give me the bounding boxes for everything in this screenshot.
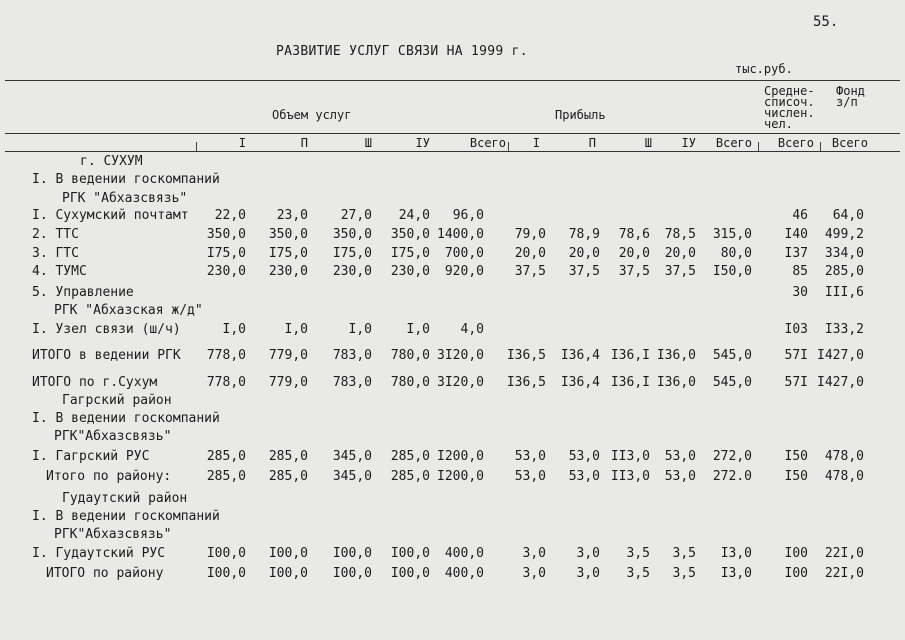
table-cell: 85 (792, 264, 808, 279)
table-row (0, 469, 905, 487)
table-cell: I37 (784, 246, 808, 261)
table-cell: 20,0 (664, 246, 696, 261)
table-cell: II3,0 (610, 449, 650, 464)
table-cell: 3,5 (672, 566, 696, 581)
table-cell: 400,0 (444, 566, 484, 581)
table-cell: 78,9 (568, 227, 600, 242)
top-rule (5, 80, 900, 81)
table-cell: 3,0 (522, 566, 546, 581)
subheader-cell: Ш (644, 136, 652, 150)
table-row (0, 191, 905, 209)
table-cell: 64,0 (832, 208, 864, 223)
table-row (0, 154, 905, 172)
table-cell: 53,0 (514, 449, 546, 464)
table-row (0, 227, 905, 245)
table-cell: II3,0 (610, 469, 650, 484)
table-cell: 285,0 (390, 469, 430, 484)
header-rule (5, 133, 900, 134)
table-cell: 3,0 (576, 566, 600, 581)
table-row (0, 546, 905, 564)
fund-header-line: з/п (836, 95, 858, 109)
table-cell: 230,0 (206, 264, 246, 279)
table-row (0, 264, 905, 282)
subheader-cell: I (532, 136, 540, 150)
table-cell: 780,0 (390, 375, 430, 390)
table-cell: 23,0 (276, 208, 308, 223)
table-cell: 20,0 (618, 246, 650, 261)
table-cell: 315,0 (712, 227, 752, 242)
table-cell: 783,0 (332, 348, 372, 363)
table-cell: I75,0 (332, 246, 372, 261)
table-cell: 53,0 (514, 469, 546, 484)
table-cell: 478,0 (824, 469, 864, 484)
table-cell: 920,0 (444, 264, 484, 279)
row-label: ИТОГО по г.Сухум (32, 375, 158, 390)
table-cell: 46 (792, 208, 808, 223)
table-cell: 285,0 (824, 264, 864, 279)
table-cell: 27,0 (340, 208, 372, 223)
table-cell: I00,0 (390, 566, 430, 581)
column-divider (508, 142, 509, 151)
table-row (0, 348, 905, 366)
table-row (0, 322, 905, 340)
table-cell: 285,0 (206, 469, 246, 484)
table-cell: 779,0 (268, 375, 308, 390)
table-cell: I36,4 (560, 348, 600, 363)
table-cell: 30 (792, 285, 808, 300)
staff-header-line: числен. (764, 106, 815, 120)
table-cell: I33,2 (824, 322, 864, 337)
table-cell: 20,0 (514, 246, 546, 261)
table-cell: I00,0 (268, 546, 308, 561)
table-cell: 53,0 (664, 469, 696, 484)
table-cell: I00,0 (206, 546, 246, 561)
column-divider (820, 142, 821, 151)
table-cell: 57I (784, 375, 808, 390)
subheader-cell: Всего (831, 136, 868, 150)
subheader-cell: П (588, 136, 596, 150)
table-cell: 78,6 (618, 227, 650, 242)
table-cell: 37,5 (664, 264, 696, 279)
table-cell: 3I20,0 (437, 348, 484, 363)
column-divider (196, 142, 197, 151)
table-cell: 96,0 (452, 208, 484, 223)
table-cell: 78,5 (664, 227, 696, 242)
row-label: I. Гагрский РУС (32, 449, 150, 464)
row-label: 4. ТУМС (32, 264, 87, 279)
table-cell: I50 (784, 469, 808, 484)
table-cell: 778,0 (206, 348, 246, 363)
table-cell: I50 (784, 449, 808, 464)
table-cell: 3,5 (626, 566, 650, 581)
row-label: I. Гудаутский РУС (32, 546, 166, 561)
row-label: Итого по району: (46, 469, 172, 484)
page-title: РАЗВИТИЕ УСЛУГ СВЯЗИ НА 1999 г. (276, 44, 528, 59)
row-label: РГК"Абхазсвязь" (54, 429, 172, 444)
subheader-cell: Всего (715, 136, 752, 150)
table-cell: I36,0 (656, 375, 696, 390)
table-cell: 400,0 (444, 546, 484, 561)
row-label: РГК "Абхазсвязь" (62, 191, 188, 206)
table-cell: 780,0 (390, 348, 430, 363)
table-cell: 3,0 (576, 546, 600, 561)
table-cell: I36,5 (506, 348, 546, 363)
subheader-cell: IУ (415, 136, 430, 150)
table-cell: I36,I (610, 375, 650, 390)
row-label: I. В ведении госкомпаний (32, 411, 220, 426)
staff-header-line: Средне- (764, 84, 815, 98)
table-row (0, 491, 905, 509)
table-cell: 57I (784, 348, 808, 363)
table-row (0, 449, 905, 467)
table-cell: I00,0 (332, 566, 372, 581)
page-number: 55. (813, 14, 839, 30)
table-cell: I00,0 (390, 546, 430, 561)
table-cell: I00 (784, 546, 808, 561)
subheader-cell: I (238, 136, 246, 150)
table-cell: 778,0 (206, 375, 246, 390)
table-cell: I36,5 (506, 375, 546, 390)
table-cell: I00 (784, 566, 808, 581)
table-cell: I36,I (610, 348, 650, 363)
column-divider (758, 142, 759, 151)
table-cell: 20,0 (568, 246, 600, 261)
row-label: ИТОГО в ведении РГК (32, 348, 181, 363)
table-cell: 779,0 (268, 348, 308, 363)
table-cell: 4,0 (460, 322, 484, 337)
table-cell: 53,0 (568, 469, 600, 484)
row-label: 2. ТТС (32, 227, 79, 242)
table-cell: 230,0 (332, 264, 372, 279)
table-cell: 350,0 (390, 227, 430, 242)
table-cell: I3,0 (720, 546, 752, 561)
row-label: I. Узел связи (ш/ч) (32, 322, 181, 337)
table-row (0, 393, 905, 411)
table-cell: I200,0 (437, 449, 484, 464)
table-cell: 22I,0 (824, 566, 864, 581)
table-cell: III,6 (824, 285, 864, 300)
table-cell: I,0 (222, 322, 246, 337)
table-cell: 3,5 (626, 546, 650, 561)
row-label: г. СУХУМ (80, 154, 143, 169)
volume-header: Объем услуг (272, 108, 352, 122)
subheader-cell: П (300, 136, 308, 150)
subheader-cell: Всего (469, 136, 506, 150)
units-label: тыс.руб. (735, 62, 793, 76)
table-cell: 79,0 (514, 227, 546, 242)
table-cell: 350,0 (206, 227, 246, 242)
table-cell: 22I,0 (824, 546, 864, 561)
table-cell: 3,5 (672, 546, 696, 561)
table-cell: 285,0 (390, 449, 430, 464)
table-cell: 350,0 (268, 227, 308, 242)
table-cell: 3I20,0 (437, 375, 484, 390)
table-row (0, 375, 905, 393)
row-label: РГК"Абхазсвязь" (54, 527, 172, 542)
table-cell: I427,0 (817, 348, 864, 363)
table-cell: I36,4 (560, 375, 600, 390)
table-cell: I00,0 (268, 566, 308, 581)
table-cell: 700,0 (444, 246, 484, 261)
table-cell: I427,0 (817, 375, 864, 390)
table-cell: 334,0 (824, 246, 864, 261)
table-cell: 1400,0 (437, 227, 484, 242)
table-cell: 53,0 (568, 449, 600, 464)
staff-header-line: чел. (764, 117, 793, 131)
row-label: I. В ведении госкомпаний (32, 509, 220, 524)
row-label: I. В ведении госкомпаний (32, 172, 220, 187)
fund-header-line: Фонд (836, 84, 865, 98)
table-cell: 230,0 (268, 264, 308, 279)
table-cell: I00,0 (206, 566, 246, 581)
subheader-rule (5, 151, 900, 152)
subheader-cell: Ш (364, 136, 372, 150)
table-cell: 545,0 (712, 348, 752, 363)
table-cell: 53,0 (664, 449, 696, 464)
row-label: 5. Управление (32, 285, 134, 300)
table-cell: 350,0 (332, 227, 372, 242)
subheader-cell: Всего (777, 136, 814, 150)
table-cell: 345,0 (332, 449, 372, 464)
table-row (0, 208, 905, 226)
subheader-cell: IУ (681, 136, 696, 150)
row-label: Гагрский район (62, 393, 172, 408)
table-cell: I200,0 (437, 469, 484, 484)
table-row (0, 411, 905, 429)
table-cell: I75,0 (206, 246, 246, 261)
table-cell: 3,0 (522, 546, 546, 561)
table-row (0, 509, 905, 527)
row-label: 3. ГТС (32, 246, 79, 261)
table-row (0, 246, 905, 264)
table-cell: I75,0 (390, 246, 430, 261)
table-cell: 285,0 (268, 449, 308, 464)
table-cell: 22,0 (214, 208, 246, 223)
table-row (0, 527, 905, 545)
staff-header (764, 86, 815, 130)
table-cell: I00,0 (332, 546, 372, 561)
profit-header: Прибыль (555, 108, 606, 122)
table-row (0, 429, 905, 447)
table-cell: 345,0 (332, 469, 372, 484)
table-cell: I,0 (348, 322, 372, 337)
row-label: I. Сухумский почтамт (32, 208, 189, 223)
row-label: ИТОГО по району (46, 566, 164, 581)
table-cell: I3,0 (720, 566, 752, 581)
table-cell: 37,5 (514, 264, 546, 279)
table-cell: I75,0 (268, 246, 308, 261)
table-cell: 37,5 (568, 264, 600, 279)
table-row (0, 172, 905, 190)
table-cell: 783,0 (332, 375, 372, 390)
row-label: РГК "Абхазская ж/д" (54, 303, 203, 318)
table-cell: I03 (784, 322, 808, 337)
table-cell: I36,0 (656, 348, 696, 363)
table-row (0, 285, 905, 303)
table-cell: 285,0 (268, 469, 308, 484)
table-cell: 285,0 (206, 449, 246, 464)
table-cell: I40 (784, 227, 808, 242)
row-label: Гудаутский район (62, 491, 188, 506)
table-cell: 37,5 (618, 264, 650, 279)
table-row (0, 566, 905, 584)
table-cell: I,0 (406, 322, 430, 337)
table-cell: 272.0 (712, 469, 752, 484)
table-cell: 80,0 (720, 246, 752, 261)
table-cell: I50,0 (712, 264, 752, 279)
table-cell: 272,0 (712, 449, 752, 464)
table-cell: 478,0 (824, 449, 864, 464)
fund-header (836, 86, 865, 108)
table-cell: 24,0 (398, 208, 430, 223)
table-cell: 499,2 (824, 227, 864, 242)
table-row (0, 303, 905, 321)
table-cell: 545,0 (712, 375, 752, 390)
table-cell: 230,0 (390, 264, 430, 279)
staff-header-line: списоч. (764, 95, 815, 109)
table-cell: I,0 (284, 322, 308, 337)
